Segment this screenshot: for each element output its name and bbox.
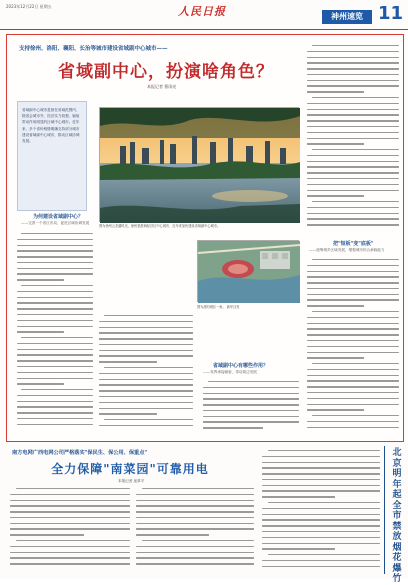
lead-box xyxy=(17,101,87,211)
feature-title: 省域副中心，扮演啥角色？ xyxy=(58,62,274,82)
text-line xyxy=(99,350,193,351)
sub-photo-caption xyxy=(197,305,299,310)
text-line xyxy=(10,563,130,564)
text-line xyxy=(307,276,399,277)
text-line xyxy=(307,386,399,387)
text-line xyxy=(307,299,399,300)
feature-subtitle: 支持徐州、洛阳、襄阳、长治等城市建设省域副中心城市—— xyxy=(19,46,168,52)
text-line xyxy=(307,155,399,156)
text-line xyxy=(307,404,399,405)
text-line xyxy=(99,384,193,385)
text-line xyxy=(17,291,93,292)
text-line xyxy=(307,161,399,162)
text-line xyxy=(307,380,399,381)
text-line xyxy=(307,132,399,133)
text-line xyxy=(312,415,399,416)
main-photo[interactable] xyxy=(99,107,299,222)
text-line xyxy=(203,398,299,399)
text-line xyxy=(17,239,93,240)
text-line xyxy=(307,421,399,422)
text-line xyxy=(136,534,209,535)
text-line xyxy=(307,57,399,58)
text-line xyxy=(312,311,399,312)
text-line xyxy=(307,172,399,173)
text-line xyxy=(17,343,93,344)
text-line xyxy=(99,344,193,345)
text-line xyxy=(136,500,254,501)
text-line xyxy=(104,419,193,420)
text-line xyxy=(307,207,399,208)
text-line xyxy=(99,379,193,380)
vertical-headline-char: 明 xyxy=(392,469,402,479)
text-line xyxy=(203,404,299,405)
text-line xyxy=(10,528,130,529)
text-line xyxy=(307,109,399,110)
text-line xyxy=(262,496,335,497)
text-line xyxy=(21,285,93,286)
text-line xyxy=(17,378,93,379)
text-line xyxy=(99,373,193,374)
body-column-2 xyxy=(99,315,193,435)
text-line xyxy=(307,91,364,92)
text-line xyxy=(17,262,93,263)
text-line xyxy=(10,517,130,518)
section3-deck: ——统筹城乡区域发展，增强城市综合承载能力 xyxy=(309,248,385,252)
vertical-headline-char: 市 xyxy=(392,511,402,521)
bottom-article-title[interactable]: 全力保障"南菜园"可靠用电 xyxy=(51,462,209,476)
text-line xyxy=(203,393,299,394)
text-line xyxy=(307,218,399,219)
text-line xyxy=(307,184,399,185)
text-line xyxy=(99,338,193,339)
text-line xyxy=(10,500,130,501)
section2-heading: 省域副中心有哪些作用？ xyxy=(213,363,269,369)
text-line xyxy=(10,546,130,547)
text-line xyxy=(307,352,399,353)
text-line xyxy=(104,367,193,368)
text-line xyxy=(17,302,93,303)
text-line xyxy=(99,396,193,397)
bottom-article-deck: 南方电网广西电网公司严格落实"保民生、保公用、保重点" xyxy=(12,450,148,456)
text-line xyxy=(17,279,64,280)
text-line xyxy=(307,51,399,52)
text-line xyxy=(203,410,299,411)
text-line xyxy=(262,473,380,474)
text-line xyxy=(312,363,399,364)
vertical-headline-char: 竹 xyxy=(392,574,402,584)
body-column-5 xyxy=(307,259,399,435)
lake-city-photo-image xyxy=(100,108,300,223)
text-line xyxy=(17,372,93,373)
text-line xyxy=(99,413,157,414)
sub-photo[interactable] xyxy=(197,240,299,302)
text-line xyxy=(307,282,399,283)
text-line xyxy=(262,525,380,526)
text-line xyxy=(203,416,299,417)
text-line xyxy=(262,531,380,532)
text-line xyxy=(262,456,380,457)
text-line xyxy=(307,224,399,225)
vertical-headline-char: 年 xyxy=(392,479,402,490)
text-line xyxy=(307,103,399,104)
text-line xyxy=(99,361,157,362)
text-line xyxy=(17,406,93,407)
text-line xyxy=(307,62,399,63)
text-line xyxy=(262,485,380,486)
bottom-column-3 xyxy=(262,450,380,574)
text-line xyxy=(307,288,399,289)
text-line xyxy=(262,543,380,544)
text-line xyxy=(307,323,399,324)
text-line xyxy=(307,305,364,306)
text-line xyxy=(10,557,130,558)
text-line xyxy=(17,314,93,315)
text-line xyxy=(268,450,380,451)
text-line xyxy=(10,534,84,535)
text-line xyxy=(136,505,254,506)
text-line xyxy=(262,479,380,480)
text-line xyxy=(17,268,93,269)
text-line xyxy=(262,462,380,463)
vertical-headline-char: 禁 xyxy=(392,521,402,532)
text-line xyxy=(307,190,399,191)
text-line xyxy=(307,398,399,399)
text-line xyxy=(307,265,399,266)
text-line xyxy=(307,409,364,410)
text-line xyxy=(312,97,399,98)
text-line xyxy=(262,519,380,520)
text-line xyxy=(307,138,399,139)
text-line xyxy=(136,546,254,547)
text-line xyxy=(136,552,254,553)
text-line xyxy=(17,308,93,309)
sub-photo-caption-text: 图为洛阳城区一角。 xyxy=(197,305,226,309)
text-line xyxy=(99,332,193,333)
text-line xyxy=(307,357,364,358)
feature-article[interactable] xyxy=(6,34,404,442)
text-line xyxy=(307,328,399,329)
text-line xyxy=(208,381,299,382)
text-line xyxy=(312,45,399,46)
vertical-headline-char: 京 xyxy=(392,458,402,469)
text-line xyxy=(21,337,93,338)
text-line xyxy=(136,557,254,558)
vertical-headline-char: 爆 xyxy=(392,563,402,574)
body-column-3 xyxy=(203,381,299,435)
text-line xyxy=(312,201,399,202)
text-line xyxy=(17,250,93,251)
text-line xyxy=(99,402,193,403)
text-line xyxy=(21,233,93,234)
text-line xyxy=(203,427,263,428)
sub-photo-credit: 新华社发 xyxy=(226,305,240,309)
text-line xyxy=(307,427,399,428)
text-line xyxy=(17,418,93,419)
text-line xyxy=(10,494,130,495)
masthead xyxy=(0,0,408,30)
section-badge: 神州速览 xyxy=(322,10,372,24)
text-line xyxy=(307,114,399,115)
text-line xyxy=(136,511,254,512)
text-line xyxy=(262,467,380,468)
text-line xyxy=(17,273,93,274)
text-line xyxy=(307,85,399,86)
text-line xyxy=(307,80,399,81)
text-line xyxy=(142,540,254,541)
text-line xyxy=(268,554,380,555)
text-line xyxy=(17,360,93,361)
text-line xyxy=(17,395,93,396)
text-line xyxy=(17,383,64,384)
bottom-column-2 xyxy=(136,488,254,574)
bottom-article-byline: 本报记者 庞革平 xyxy=(118,479,145,483)
text-line xyxy=(262,490,380,491)
body-column-4 xyxy=(307,45,399,235)
text-line xyxy=(136,494,254,495)
text-line xyxy=(17,424,93,425)
text-line xyxy=(307,120,399,121)
vertical-headline[interactable] xyxy=(390,448,404,585)
text-line xyxy=(307,178,399,179)
text-line xyxy=(21,389,93,390)
vertical-headline-char: 北 xyxy=(392,448,402,458)
text-line xyxy=(99,408,193,409)
text-line xyxy=(104,315,193,316)
text-line xyxy=(136,563,254,564)
text-line xyxy=(307,143,364,144)
text-line xyxy=(16,488,130,489)
text-line xyxy=(262,537,380,538)
vertical-headline-char: 烟 xyxy=(392,542,402,553)
text-line xyxy=(142,488,254,489)
text-line xyxy=(17,320,93,321)
text-line xyxy=(99,355,193,356)
text-line xyxy=(10,552,130,553)
text-line xyxy=(312,149,399,150)
text-line xyxy=(307,369,399,370)
text-line xyxy=(99,390,193,391)
text-line xyxy=(268,502,380,503)
text-line xyxy=(307,213,399,214)
text-line xyxy=(312,259,399,260)
text-line xyxy=(17,354,93,355)
text-line xyxy=(262,514,380,515)
text-line xyxy=(17,297,93,298)
text-line xyxy=(307,68,399,69)
main-photo-caption: 图为徐州云龙湖风光。徐州是淮海经济区中心城市，近年来加快建设省域副中心城市。 xyxy=(99,224,221,228)
text-line xyxy=(307,317,399,318)
text-line xyxy=(307,126,399,127)
section2-deck: ——发挥承接辐射，带动周边发展 xyxy=(203,370,257,374)
text-line xyxy=(136,528,254,529)
vertical-divider xyxy=(384,446,385,574)
bottom-column-1 xyxy=(10,488,130,574)
text-line xyxy=(307,346,399,347)
newspaper-logo: 人民日报 xyxy=(178,5,226,18)
text-line xyxy=(262,560,380,561)
text-line xyxy=(99,321,193,322)
section3-heading: 把"短板"变"底板" xyxy=(333,241,374,247)
text-line xyxy=(99,425,193,426)
section1-heading: 为何建设省域副中心？ xyxy=(33,214,84,220)
section1-deck: ——完善一个省区布局，促进区域协调发展 xyxy=(21,221,90,225)
lead-text: 省域副中心城市是指在省域范围内，除省会城市外，经济实力较强、辐射带动作用明显的区域中心城市。近年来，多个省份相继明确支持部分城市建设省域副中心城市，推动区域协调发展。 xyxy=(22,108,80,144)
vertical-headline-char: 放 xyxy=(392,532,402,542)
vertical-headline-char: 花 xyxy=(392,553,402,563)
text-line xyxy=(203,387,299,388)
text-line xyxy=(136,523,254,524)
text-line xyxy=(307,340,399,341)
text-line xyxy=(307,392,399,393)
text-line xyxy=(17,331,64,332)
page-number: 11 xyxy=(378,3,404,24)
text-line xyxy=(262,548,335,549)
text-line xyxy=(10,505,130,506)
text-line xyxy=(307,195,364,196)
vertical-headline-char: 全 xyxy=(392,500,402,511)
text-line xyxy=(17,245,93,246)
text-line xyxy=(262,566,380,567)
text-line xyxy=(17,256,93,257)
text-line xyxy=(10,523,130,524)
text-line xyxy=(17,401,93,402)
issue-date: 2023年12月22日 星期五 xyxy=(6,4,52,9)
text-line xyxy=(307,334,399,335)
text-line xyxy=(16,540,130,541)
body-column-1 xyxy=(17,233,93,435)
text-line xyxy=(262,508,380,509)
text-line xyxy=(307,271,399,272)
text-line xyxy=(307,166,399,167)
text-line xyxy=(17,412,93,413)
text-line xyxy=(136,517,254,518)
feature-byline: 本报记者 曹雨亮 xyxy=(147,84,177,89)
text-line xyxy=(203,421,299,422)
text-line xyxy=(17,366,93,367)
text-line xyxy=(17,349,93,350)
text-line xyxy=(307,294,399,295)
text-line xyxy=(307,375,399,376)
aerial-city-photo-image xyxy=(198,241,300,303)
text-line xyxy=(307,74,399,75)
text-line xyxy=(17,326,93,327)
text-line xyxy=(10,511,130,512)
vertical-headline-char: 起 xyxy=(392,490,402,500)
text-line xyxy=(99,327,193,328)
